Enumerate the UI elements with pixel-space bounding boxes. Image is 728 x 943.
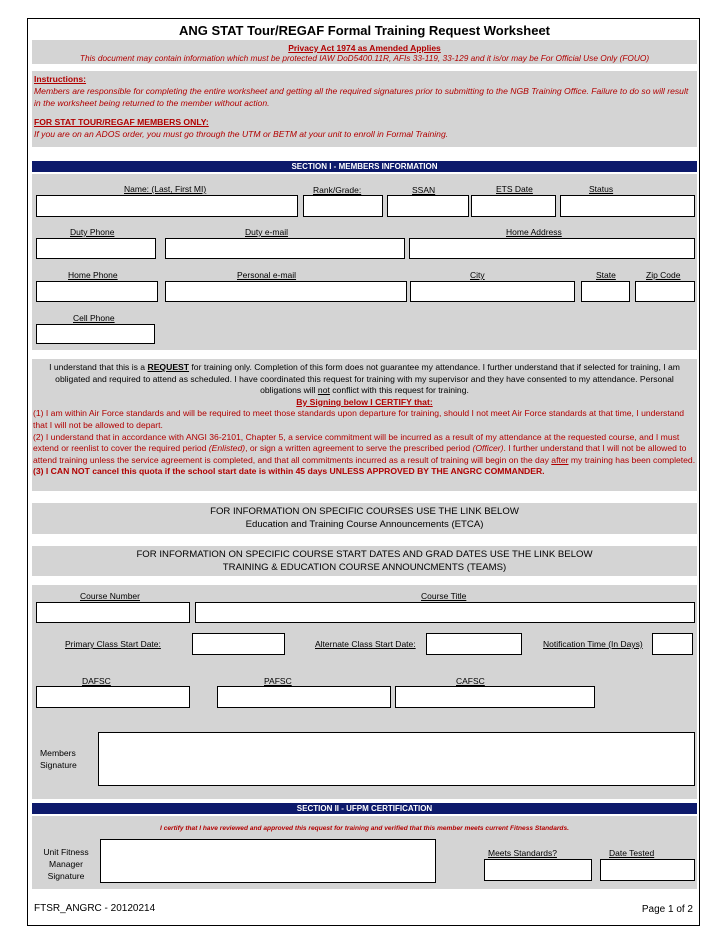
certify-heading: By Signing below I CERTIFY that:: [296, 396, 433, 407]
agreement-text-c: conflict with this request for training.: [329, 385, 469, 396]
state-input[interactable]: [581, 281, 630, 302]
pafsc-input[interactable]: [217, 686, 391, 708]
notification-input[interactable]: [652, 633, 693, 655]
home-phone-label: Home Phone: [68, 270, 118, 280]
etca-block[interactable]: [32, 503, 697, 534]
duty-email-input[interactable]: [165, 238, 405, 259]
section2-header: SECTION II - UFPM CERTIFICATION: [32, 803, 697, 814]
rank-input[interactable]: [303, 195, 383, 217]
agreement-text-a: I understand that this is a: [49, 362, 148, 372]
zip-input[interactable]: [635, 281, 695, 302]
dafsc-label: DAFSC: [82, 676, 111, 686]
privacy-line: This document may contain information which must be protected IAW DoD5400.11R, AFIs 33-119, 33-129 and it is/or may be For Official Use Only (FOUO): [79, 53, 650, 63]
primary-date-label: Primary Class Start Date:: [65, 639, 161, 649]
form-page: [27, 18, 700, 926]
status-input[interactable]: [560, 195, 695, 217]
form-id: FTSR_ANGRC - 20120214: [34, 903, 156, 914]
section1-header: SECTION I - MEMBERS INFORMATION: [32, 161, 697, 172]
agreement-request: REQUEST: [147, 362, 190, 372]
home-phone-input[interactable]: [36, 281, 158, 302]
rank-label: Rank/Grade:: [313, 185, 362, 195]
page-number: Page 1 of 2: [641, 904, 693, 915]
ssan-label: SSAN: [412, 185, 436, 195]
item2-text-c: . I further understand that I will not be allowed to attend training unless the service agreement is completed, and that all commitments incurred as a result of training will begin on the day: [33, 443, 687, 465]
zip-label: Zip Code: [646, 270, 681, 280]
item2-text-a: (2) I understand that in accordance with ANGI 36-2101, Chapter 5, a service commitment will be incurred as a result of my attendance at the requested course, and I must extend or reenlist to cover the required period: [33, 431, 680, 454]
course-title-input[interactable]: [195, 602, 695, 623]
item2-text-d: my training has been completed.: [568, 454, 696, 465]
agreement-item-3: (3) I CAN NOT cancel this quota if the school start date is within 45 days UNLESS APPROVED BY THE ANGRC COMMANDER.: [33, 466, 545, 477]
etca-line-1: FOR INFORMATION ON SPECIFIC COURSES USE THE LINK BELOW: [210, 506, 519, 517]
name-label: Name: (Last, First MI): [124, 184, 207, 194]
duty-email-label: Duty e-mail: [245, 227, 288, 237]
cell-phone-input[interactable]: [36, 324, 155, 344]
etca-line-2: Education and Training Course Announcements (ETCA): [245, 519, 484, 530]
meets-standards-input[interactable]: [484, 859, 592, 881]
teams-block[interactable]: [32, 546, 697, 576]
ufm-signature-label: [36, 846, 96, 882]
alternate-date-input[interactable]: [426, 633, 522, 655]
course-number-label: Course Number: [80, 591, 140, 601]
members-signature-line-1: Members: [40, 748, 76, 758]
date-tested-label: Date Tested: [609, 848, 655, 858]
privacy-heading: Privacy Act 1974 as Amended Applies: [288, 43, 441, 53]
teams-line-2: TRAINING & EDUCATION COURSE ANNOUNCMENTS (TEAMS): [222, 562, 507, 573]
members-signature-label: [40, 747, 77, 771]
city-input[interactable]: [410, 281, 575, 302]
state-label: State: [596, 270, 616, 280]
primary-date-input[interactable]: [192, 633, 285, 655]
pafsc-label: PAFSC: [264, 676, 292, 686]
teams-line-1: FOR INFORMATION ON SPECIFIC COURSE START DATES AND GRAD DATES USE THE LINK BELOW: [136, 549, 593, 560]
agreement-block: [32, 359, 697, 491]
form-title: ANG STAT Tour/REGAF Formal Training Request Worksheet: [178, 23, 550, 38]
course-number-input[interactable]: [36, 602, 190, 623]
date-tested-input[interactable]: [600, 859, 695, 881]
home-address-input[interactable]: [409, 238, 695, 259]
status-label: Status: [589, 184, 614, 194]
cafsc-label: CAFSC: [456, 676, 485, 686]
instructions-block: [32, 71, 697, 147]
ufm-line-2: Manager: [49, 859, 83, 869]
ufpm-certify-text: I certify that I have reviewed and approved this request for training and verified that this member meets current Fitness Standards.: [160, 825, 569, 832]
name-input[interactable]: [36, 195, 298, 217]
members-signature-input[interactable]: [98, 732, 695, 786]
privacy-block: [32, 40, 697, 64]
stat-text: If you are on an ADOS order, you must go through the UTM or BETM at your unit to enroll in Formal Training.: [34, 129, 449, 139]
duty-phone-input[interactable]: [36, 238, 156, 259]
duty-phone-label: Duty Phone: [70, 227, 115, 237]
instructions-text: Members are responsible for completing the entire worksheet and getting all the required signatures prior to submitting to the NGB Training Office. Failure to do so will result in the worksheet being returned to the member without action.: [34, 86, 689, 108]
personal-email-input[interactable]: [165, 281, 407, 302]
ssan-input[interactable]: [387, 195, 469, 217]
city-label: City: [470, 270, 485, 280]
personal-email-label: Personal e-mail: [237, 270, 297, 280]
ufm-signature-input[interactable]: [100, 839, 436, 883]
agreement-item-2: [32, 432, 697, 467]
members-signature-line-2: Signature: [40, 760, 77, 770]
stat-heading: FOR STAT TOUR/REGAF MEMBERS ONLY:: [34, 117, 209, 127]
ufm-line-1: Unit Fitness: [43, 847, 89, 857]
notification-label: Notification Time (In Days): [543, 639, 643, 649]
ets-input[interactable]: [471, 195, 556, 217]
item2-text-b: , or sign a written agreement to serve the prescribed period: [245, 443, 473, 454]
item2-officer: (Officer): [472, 443, 504, 454]
ets-label: ETS Date: [496, 184, 533, 194]
cell-phone-label: Cell Phone: [73, 313, 115, 323]
home-address-label: Home Address: [506, 227, 562, 237]
dafsc-input[interactable]: [36, 686, 190, 708]
agreement-paragraph: [32, 359, 697, 397]
cafsc-input[interactable]: [395, 686, 595, 708]
instructions-heading: Instructions:: [34, 74, 87, 84]
alternate-date-label: Alternate Class Start Date:: [315, 639, 416, 649]
meets-standards-label: Meets Standards?: [488, 848, 557, 858]
item2-enlisted: (Enlisted): [208, 443, 246, 454]
agreement-text-b: for training only. Completion of this form does not guarantee my attendance. I further understand that if selected for training, I am obligated and required to attend as scheduled. I have coordinated this request for training with my supervisor and they have consented to my attendance. Personal obligations will: [55, 362, 680, 396]
item2-after: after: [551, 454, 569, 465]
course-title-label: Course Title: [421, 591, 467, 601]
agreement-not: not: [317, 385, 330, 396]
agreement-item-1: (1) I am within Air Force standards and will be required to meet those standards upon departure for training, should I not meet Air Force standards at that time, I understand that I will not be allowed to depart.: [33, 408, 685, 430]
ufm-line-3: Signature: [47, 871, 85, 881]
